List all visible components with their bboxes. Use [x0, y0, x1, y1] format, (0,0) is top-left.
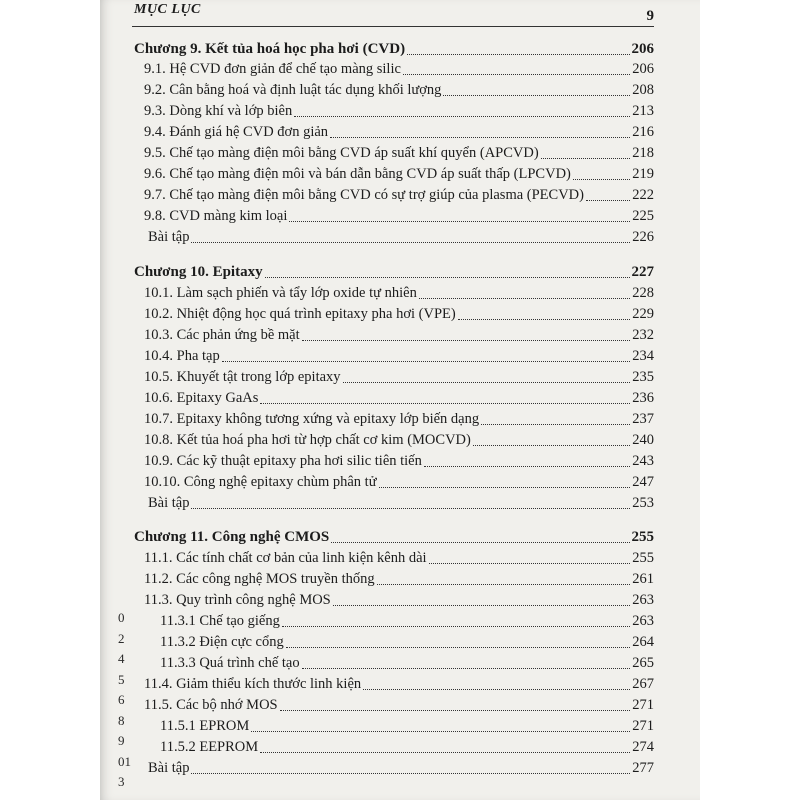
toc-entry-page: 225 [632, 208, 654, 224]
page-header [132, 2, 654, 27]
toc-entry-title: Bài tập [148, 229, 190, 245]
margin-digit: 3 [118, 774, 125, 789]
toc-entry-page: 218 [632, 145, 654, 161]
toc-entry-page: 232 [632, 327, 654, 343]
toc-entry-page: 277 [632, 760, 654, 776]
toc-dot-leader [363, 689, 630, 690]
toc-section-entry [144, 547, 654, 567]
toc-entry-title: 9.8. CVD màng kim loại [144, 208, 288, 224]
toc-dot-leader [419, 298, 630, 299]
toc-entry-title: 11.1. Các tính chất cơ bản của linh kiện kênh dài [144, 550, 427, 566]
toc-section-entry [144, 303, 654, 323]
toc-entry-page: 264 [632, 634, 654, 650]
toc-entry-title: 10.2. Nhiệt động học quá trình epitaxy pha hơi (VPE) [144, 306, 456, 322]
toc-dot-leader [343, 382, 631, 383]
toc-entry-title: 9.5. Chế tạo màng điện môi bằng CVD áp suất khí quyển (APCVD) [144, 145, 539, 161]
toc-dot-leader [331, 542, 629, 543]
toc-entry-title: Bài tập [148, 495, 190, 511]
toc-entry-title: 11.5.1 EPROM [160, 718, 250, 734]
toc-dot-leader [403, 74, 630, 75]
toc-section-entry [144, 184, 654, 204]
toc-dot-leader [260, 403, 630, 404]
toc-section-entry [160, 715, 654, 735]
toc-section-entry [144, 79, 654, 99]
toc-section-entry [144, 282, 654, 302]
toc-section-entry [144, 100, 654, 120]
toc-entry-page: 213 [632, 103, 654, 119]
toc-dot-leader [302, 340, 631, 341]
toc-section-entry [144, 205, 654, 225]
toc-dot-leader [407, 54, 629, 55]
toc-entry-title: 9.6. Chế tạo màng điện môi và bán dẫn bằng CVD áp suất thấp (LPCVD) [144, 166, 571, 182]
toc-entry-page: 229 [632, 306, 654, 322]
toc-section-entry [144, 345, 654, 365]
toc-dot-leader [191, 242, 630, 243]
toc-entry-page: 274 [632, 739, 654, 755]
toc-entry-page: 235 [632, 369, 654, 385]
toc-entry-title: Chương 10. Epitaxy [134, 264, 263, 280]
toc-section-entry [144, 471, 654, 491]
toc-section-entry [144, 408, 654, 428]
toc-entry-title: 9.7. Chế tạo màng điện môi bằng CVD có sự trợ giúp của plasma (PECVD) [144, 187, 584, 203]
toc-dot-leader [286, 647, 631, 648]
toc-entry-title: Chương 11. Công nghệ CMOS [134, 529, 330, 545]
toc-entry-title: 9.3. Dòng khí và lớp biên [144, 103, 293, 119]
toc-entry-title: 11.3.3 Quá trình chế tạo [160, 655, 300, 671]
toc-entry-page: 237 [632, 411, 654, 427]
toc-dot-leader [586, 200, 630, 201]
toc-section-entry [144, 58, 654, 78]
toc-section-entry [144, 366, 654, 386]
toc-entry-title: 11.4. Giảm thiểu kích thước linh kiện [144, 676, 362, 692]
margin-digit: 0 [118, 610, 125, 625]
toc-dot-leader [191, 773, 630, 774]
toc-entry-page: 267 [632, 676, 654, 692]
toc-entry-page: 247 [632, 474, 654, 490]
toc-entry-title: 10.6. Epitaxy GaAs [144, 390, 259, 406]
toc-entry-page: 271 [632, 697, 654, 713]
margin-digit: 5 [118, 671, 125, 687]
toc-entry-page: 255 [632, 550, 654, 566]
toc-entry-page: 243 [632, 453, 654, 469]
toc-section-entry [144, 694, 654, 714]
toc-entry-page: 261 [632, 571, 654, 587]
toc-exercise-entry [148, 226, 654, 246]
toc-dot-leader [260, 752, 630, 753]
toc-dot-leader [481, 424, 630, 425]
toc-dot-leader [458, 319, 631, 320]
toc-entry-title: Chương 9. Kết tủa hoá học pha hơi (CVD) [134, 41, 406, 57]
toc-entry-page: 228 [632, 285, 654, 301]
toc-entry-title: 10.10. Công nghệ epitaxy chùm phân tử [144, 474, 377, 490]
toc-entry-page: 234 [632, 348, 654, 364]
toc-section-entry [160, 631, 654, 651]
toc-section-entry [144, 121, 654, 141]
toc-entry-page: 226 [632, 229, 654, 245]
toc-entry-title: 11.3.1 Chế tạo giếng [160, 613, 280, 629]
toc-dot-leader [330, 137, 630, 138]
toc-entry-title: Bài tập [148, 760, 190, 776]
toc-dot-leader [473, 445, 630, 446]
toc-entry-page: 227 [631, 264, 654, 280]
toc-section-entry [144, 450, 654, 470]
toc-entry-title: 10.5. Khuyết tật trong lớp epitaxy [144, 369, 341, 385]
toc-dot-leader [294, 116, 630, 117]
toc-entry-page: 219 [632, 166, 654, 182]
toc-dot-leader [377, 584, 631, 585]
toc-entry-title: 10.4. Pha tạp [144, 348, 220, 364]
toc-section-entry [144, 387, 654, 407]
toc-section-entry [144, 568, 654, 588]
toc-entry-page: 240 [632, 432, 654, 448]
toc-entry-title: 9.2. Cân bằng hoá và định luật tác dụng khối lượng [144, 82, 442, 98]
toc-chapter-entry [134, 526, 654, 546]
toc-dot-leader [429, 563, 631, 564]
toc-entry-title: 11.3. Quy trình công nghệ MOS [144, 592, 331, 608]
toc-dot-leader [289, 221, 630, 222]
toc-section-entry [144, 324, 654, 344]
toc-entry-page: 265 [632, 655, 654, 671]
toc-entry-page: 255 [631, 529, 654, 545]
toc-section-entry [144, 429, 654, 449]
toc-section-entry [160, 652, 654, 672]
toc-entry-page: 263 [632, 613, 654, 629]
toc-dot-leader [541, 158, 631, 159]
toc-exercise-entry [148, 492, 654, 512]
toc-dot-leader [280, 710, 631, 711]
toc-section-entry [144, 589, 654, 609]
toc-section-entry [144, 142, 654, 162]
toc-section-entry [144, 673, 654, 693]
margin-bleed-digits [118, 608, 138, 793]
toc-entry-title: 9.4. Đánh giá hệ CVD đơn giản [144, 124, 329, 140]
header-page-number: 9 [646, 8, 654, 24]
toc-entry-page: 222 [632, 187, 654, 203]
toc-entry-title: 11.5.2 EEPROM [160, 739, 259, 755]
toc-section-entry [160, 610, 654, 630]
toc-entry-page: 208 [632, 82, 654, 98]
toc-chapter-entry [134, 38, 654, 58]
margin-digit: 2 [118, 630, 125, 646]
header-title: MỤC LỤC [134, 2, 201, 17]
toc-dot-leader [573, 179, 630, 180]
toc-dot-leader [333, 605, 631, 606]
toc-entry-title: 10.3. Các phản ứng bề mặt [144, 327, 300, 343]
toc-entry-page: 206 [632, 61, 654, 77]
toc-entry-title: 10.9. Các kỹ thuật epitaxy pha hơi silic tiên tiến [144, 453, 422, 469]
toc-entry-title: 11.2. Các công nghệ MOS truyền thống [144, 571, 375, 587]
toc-entry-page: 263 [632, 592, 654, 608]
toc-entry-title: 10.1. Làm sạch phiến và tẩy lớp oxide tự nhiên [144, 285, 417, 301]
toc-entry-page: 271 [632, 718, 654, 734]
toc-dot-leader [424, 466, 630, 467]
toc-entry-page: 216 [632, 124, 654, 140]
toc-entry-title: 11.5. Các bộ nhớ MOS [144, 697, 278, 713]
margin-digit: 6 [118, 692, 125, 707]
toc-chapter-entry [134, 261, 654, 281]
margin-digit: 01 [118, 753, 131, 769]
toc-section-entry [144, 163, 654, 183]
toc-section-entry [160, 736, 654, 756]
toc-entry-title: 10.8. Kết tủa hoá pha hơi từ hợp chất cơ kim (MOCVD) [144, 432, 471, 448]
toc-dot-leader [265, 277, 630, 278]
toc-exercise-entry [148, 757, 654, 777]
toc-entry-page: 253 [632, 495, 654, 511]
toc-entry-title: 10.7. Epitaxy không tương xứng và epitaxy lớp biến dạng [144, 411, 480, 427]
toc-dot-leader [251, 731, 630, 732]
margin-digit: 9 [118, 733, 125, 748]
margin-digit: 4 [118, 651, 125, 666]
toc-dot-leader [222, 361, 631, 362]
toc-dot-leader [191, 508, 630, 509]
margin-digit: 8 [118, 712, 125, 728]
toc-entry-title: 9.1. Hệ CVD đơn giản để chế tạo màng silic [144, 61, 401, 77]
toc-dot-leader [379, 487, 631, 488]
toc-dot-leader [282, 626, 630, 627]
toc-entry-page: 236 [632, 390, 654, 406]
toc-entry-title: 11.3.2 Điện cực cổng [160, 634, 284, 650]
toc-dot-leader [302, 668, 631, 669]
toc-dot-leader [443, 95, 630, 96]
toc-entry-page: 206 [631, 41, 654, 57]
